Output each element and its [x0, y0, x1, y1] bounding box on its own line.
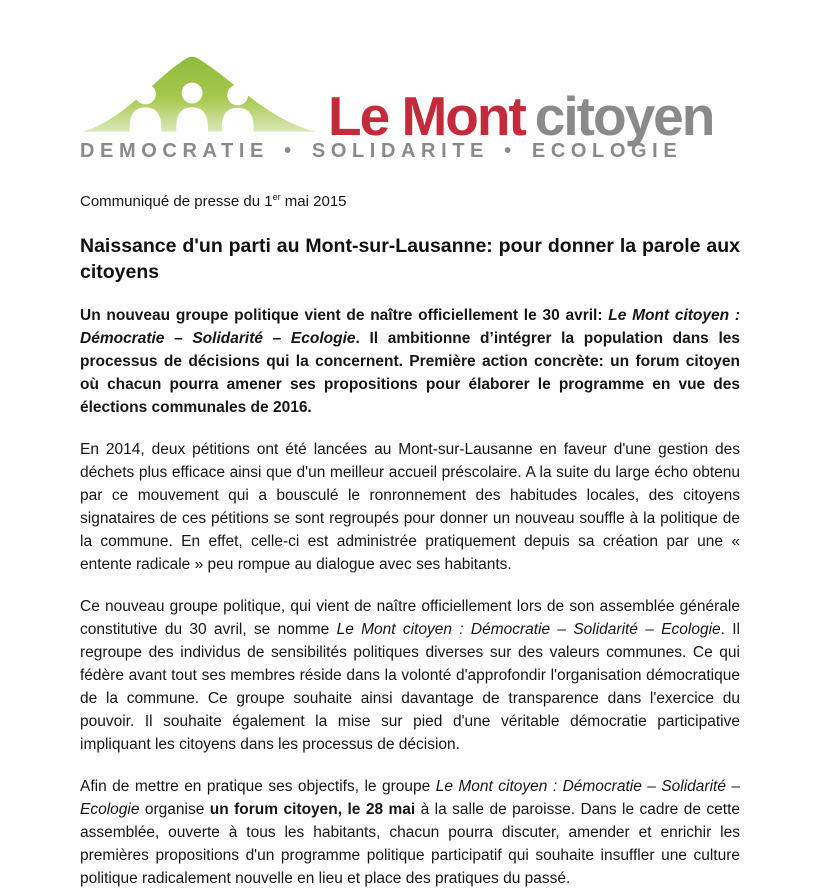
- paragraph-run: Ce nouveau groupe politique, qui vient de naître officiellement lors de son assemblée générale constitutive du 30 avril, se nomme: [80, 598, 740, 639]
- headline: Naissance d'un parti au Mont-sur-Lausanne: pour donner la parole aux citoyens: [80, 235, 740, 283]
- paragraph: [80, 438, 740, 576]
- logo-wordmark: [328, 85, 714, 147]
- paragraph-run: un forum citoyen, le 28 mai: [209, 801, 416, 819]
- paragraph-run: Un nouveau groupe politique vient de naître officiellement le 30 avril:: [80, 307, 609, 325]
- logo-wordmark-lemont: Le Mont: [328, 85, 525, 147]
- paragraph: [80, 775, 740, 890]
- paragraph-run: . Il regroupe des individus de sensibilités politiques diverses sur des valeurs communes. Ce qui fédère avant tout ses membres réside dans la volonté d'approfondir l'organisation démocratique de la commune. Ce groupe souhaite ainsi davantage de transparence dans l'exercice du pouvoir. Il souhaite également la mise sur pied d'une véritable démocratie participative impliquant les citoyens dans les processus de décision.: [80, 621, 740, 754]
- mountain-people-logo-icon: [80, 50, 318, 134]
- logo-wordmark-citoyen: citoyen: [534, 85, 714, 147]
- paragraph-run: Le Mont citoyen : Démocratie – Solidarité – Ecologie: [336, 621, 721, 639]
- dateline-suffix: mai 2015: [280, 193, 347, 210]
- paragraph-run: Afin de mettre en pratique ses objectifs, le groupe: [80, 778, 436, 796]
- paragraph-run: . Il ambitionne d’intégrer la population dans les processus de décisions qui la concernent. Première action concrète: un forum citoyen où chacun pourra amener ses propositions pour élaborer le programme en vue des élections communales de 2016.: [80, 330, 740, 417]
- paragraph-run: à la salle de paroisse. Dans le cadre de cette assemblée, ouverte à tous les habitants, chacun pourra discuter, amender et enrichir les premières propositions d'un programme politique participatif qui souhaite insuffler une culture politique radicalement nouvelle en lieu et place des pratiques du passé.: [80, 801, 740, 888]
- paragraph: [80, 595, 740, 756]
- logo-tagline: DEMOCRATIE • SOLIDARITE • ECOLOGIE: [80, 140, 683, 162]
- paragraph-run: organise: [139, 801, 210, 819]
- logo-row: [80, 50, 740, 147]
- paragraph: [80, 304, 740, 419]
- dateline: [80, 193, 740, 210]
- paragraph-run: Le Mont citoyen : Démocratie – Solidarité – Ecologie: [80, 307, 740, 348]
- logo: [80, 0, 740, 163]
- body-paragraphs: [80, 304, 740, 890]
- paragraph-run: Le Mont citoyen : Démocratie – Solidarité – Ecologie: [80, 778, 740, 819]
- dateline-text: Communiqué de presse du 1: [80, 193, 273, 210]
- dateline-ordinal: er: [272, 192, 281, 202]
- paragraph-run: En 2014, deux pétitions ont été lancées au Mont-sur-Lausanne en faveur d'une gestion des déchets plus efficace ainsi que d'un meilleur accueil préscolaire. A la suite du large écho obtenu par ce mouvement qui a bousculé le ronronnement des habitudes locales, des citoyens signataires de ces pétitions se sont regroupés pour donner un nouveau souffle à la politique de la commune. En effet, celle-ci est administrée pratiquement depuis sa création par une « entente radicale » peu rompue au dialogue avec ses habitants.: [80, 441, 740, 574]
